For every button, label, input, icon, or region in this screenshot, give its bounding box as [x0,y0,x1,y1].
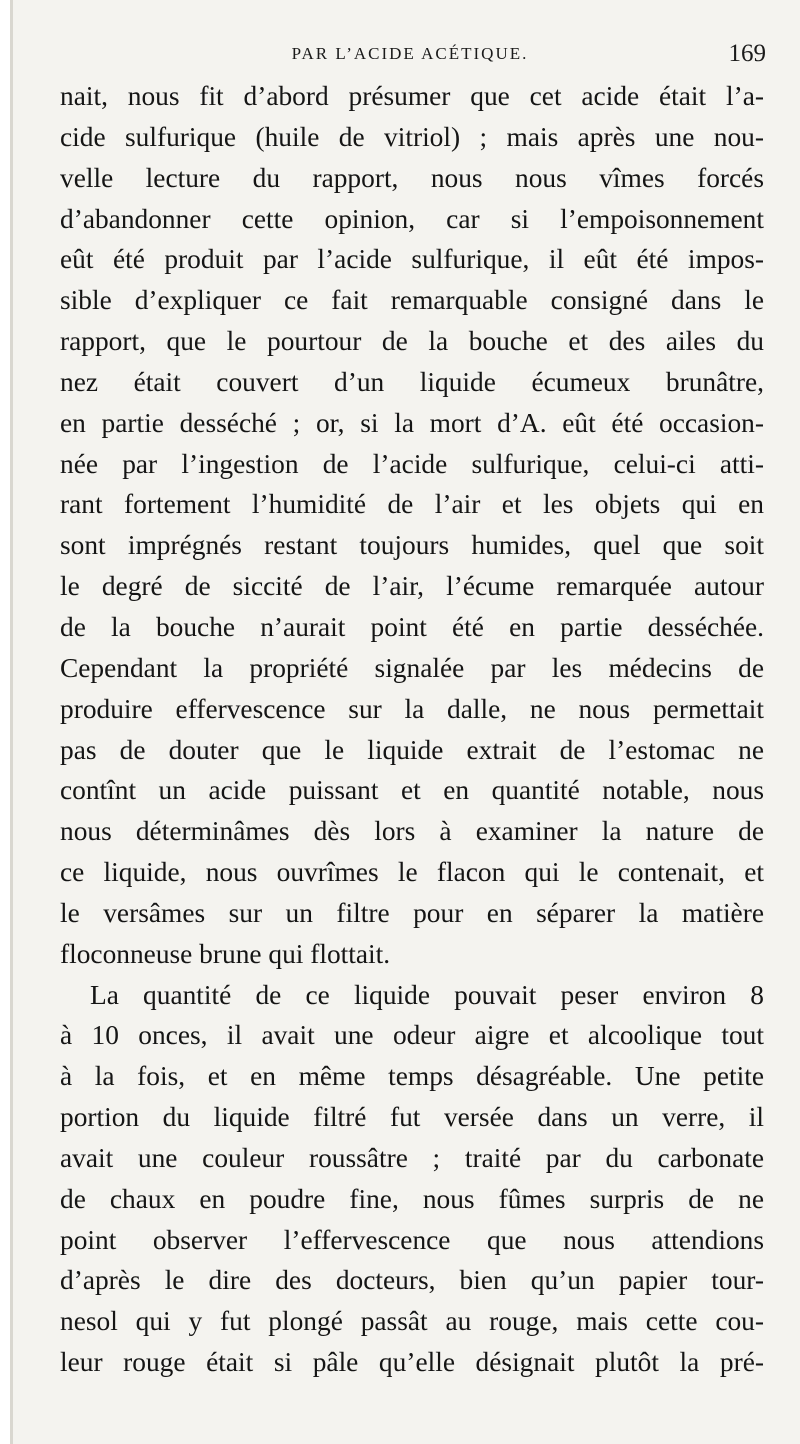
text-line: pas de douter que le liquide extrait de l’estomac ne [60,734,764,765]
paragraph-1 [60,76,764,975]
running-title: PAR L’ACIDE ACÉTIQUE. [291,44,529,63]
text-line: avait une couleur roussâtre ; traité par du carbonate [60,1142,764,1173]
text-line: Cependant la propriété signalée par les médecins de [60,652,764,683]
text-line: La quantité de ce liquide pouvait peser environ 8 [90,979,764,1010]
text-line: à la fois, et en même temps désagréable. Une petite [60,1061,764,1092]
text-line: nait, nous fit d’abord présumer que cet acide était l’a- [60,81,764,111]
text-line: nesol qui y fut plongé passât au rouge, mais cette cou- [60,1306,764,1337]
text-line: d’après le dire des docteurs, bien qu’un papier tour- [60,1265,764,1296]
text-line: point observer l’effervescence que nous attendions [60,1224,764,1255]
text-line: de la bouche n’aurait point été en partie desséchée. [60,611,764,642]
text-line: leur rouge était si pâle qu’elle désignait plutôt la pré- [60,1347,764,1378]
text-line: le versâmes sur un filtre pour en séparer la matière [60,897,764,928]
text-line: rant fortement l’humidité de l’air et les objets qui en [60,489,764,520]
text-line: velle lecture du rapport, nous nous vîmes forcés [60,162,764,193]
text-line: portion du liquide filtré fut versée dans un verre, il [60,1102,764,1133]
text-line: contînt un acide puissant et en quantité notable, nous [60,775,764,806]
text-line: nous déterminâmes dès lors à examiner la nature de [60,816,764,847]
text-line: à 10 onces, il avait une odeur aigre et alcoolique tout [60,1020,764,1051]
text-line: ce liquide, nous ouvrîmes le flacon qui le contenait, et [60,857,764,888]
text-line: nez était couvert d’un liquide écumeux brunâtre, [60,366,764,397]
paragraph-2 [60,975,764,1383]
text-line: sont imprégnés restant toujours humides, quel que soit [60,530,764,561]
text-line: d’abandonner cette opinion, car si l’empoisonnement [60,203,764,234]
page-number: 169 [728,40,766,67]
text-line: sible d’expliquer ce fait remarquable consigné dans le [60,285,764,316]
text-line: le degré de siccité de l’air, l’écume remarquée autour [60,571,764,602]
text-line: en partie desséché ; or, si la mort d’A. eût été occasion- [60,407,764,438]
book-page [10,0,800,1444]
text-line: floconneuse brune qui flottait. [60,938,391,969]
text-line: de chaux en poudre fine, nous fûmes surpris de ne [60,1183,764,1214]
text-line: produire effervescence sur la dalle, ne nous permettait [60,693,764,724]
text-line: cide sulfurique (huile de vitriol) ; mais après une nou- [60,121,764,152]
text-line: rapport, que le pourtour de la bouche et des ailes du [60,326,764,357]
running-head [60,40,766,80]
text-line: eût été produit par l’acide sulfurique, il eût été impos- [60,244,764,275]
text-line: née par l’ingestion de l’acide sulfurique, celui-ci atti- [60,448,764,479]
body-text [60,76,764,1383]
